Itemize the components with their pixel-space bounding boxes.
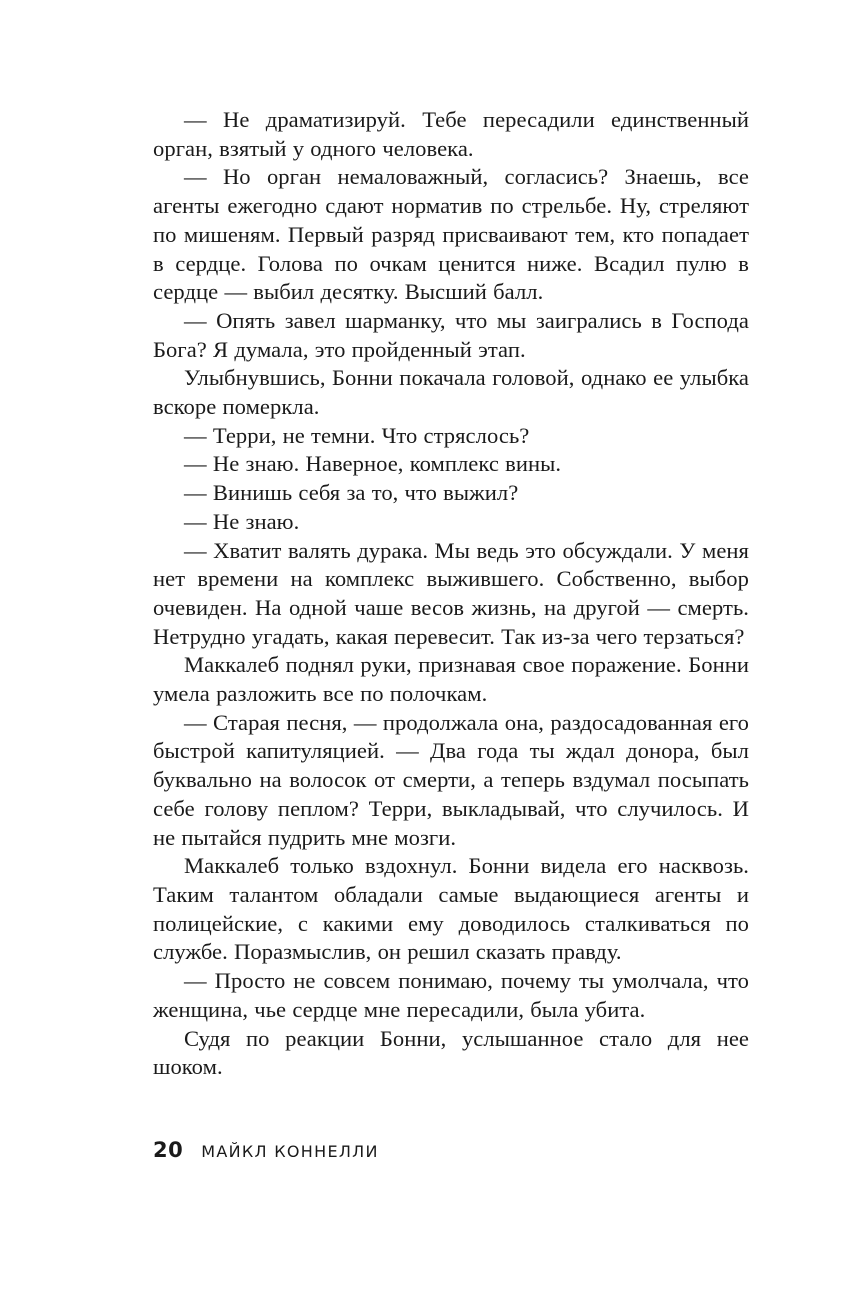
paragraph: — Не знаю.: [184, 508, 300, 534]
paragraph: Маккалеб только вздохнул. Бонни видела его насквозь. Таким талантом обладали самые выдающиеся агенты и полицейские, с какими ему доводилось сталкиваться по службе. Поразмыслив, он решил сказать правду.: [153, 853, 749, 965]
page-number: 20: [153, 1138, 184, 1162]
paragraph: — Но орган немаловажный, согласись? Знаешь, все агенты ежегодно сдают норматив по стрельбе. Ну, стреляют по мишеням. Первый разряд присваивают тем, кто попадает в сердце. Голова по очкам ценится ниже. Всадил пулю в сердце — выбил десятку. Высший балл.: [153, 164, 749, 305]
paragraph: — Старая песня, — продолжала она, раздосадованная его быстрой капитуляцией. — Два года ты ждал донора, был буквально на волосок от смерти, а теперь вздумал посыпать себе голову пеплом? Терри, выкладывай, что случилось. И не пытайся пудрить мне мозги.: [153, 709, 749, 850]
book-page-text: [153, 106, 749, 1082]
paragraph: — Винишь себя за то, что выжил?: [184, 480, 519, 506]
paragraph: — Не знаю. Наверное, комплекс вины.: [184, 451, 562, 477]
paragraph: — Не драматизируй. Тебе пересадили единственный орган, взятый у одного человека.: [153, 107, 749, 161]
paragraph: Маккалеб поднял руки, признавая свое поражение. Бонни умела разложить все по полочкам.: [153, 652, 749, 707]
paragraph: — Опять завел шарманку, что мы заигрались в Господа Бога? Я думала, это пройденный этап.: [153, 307, 749, 362]
paragraph: Судя по реакции Бонни, услышанное стало для нее шоком.: [153, 1025, 749, 1080]
running-title: МАЙКЛ КОННЕЛЛИ: [201, 1142, 379, 1161]
page-footer: [153, 1138, 379, 1162]
paragraph: — Хватит валять дурака. Мы ведь это обсуждали. У меня нет времени на комплекс выжившего. Собственно, выбор очевиден. На одной чаше весов жизнь, на другой — смерть. Нетрудно угадать, какая перевесит. Так из-за чего терзаться?: [153, 537, 749, 649]
paragraph: — Терри, не темни. Что стряслось?: [184, 422, 530, 448]
paragraph: Улыбнувшись, Бонни покачала головой, однако ее улыбка вскоре померкла.: [153, 365, 749, 420]
paragraph: — Просто не совсем понимаю, почему ты умолчала, что женщина, чье сердце мне пересадили, была убита.: [153, 968, 749, 1022]
